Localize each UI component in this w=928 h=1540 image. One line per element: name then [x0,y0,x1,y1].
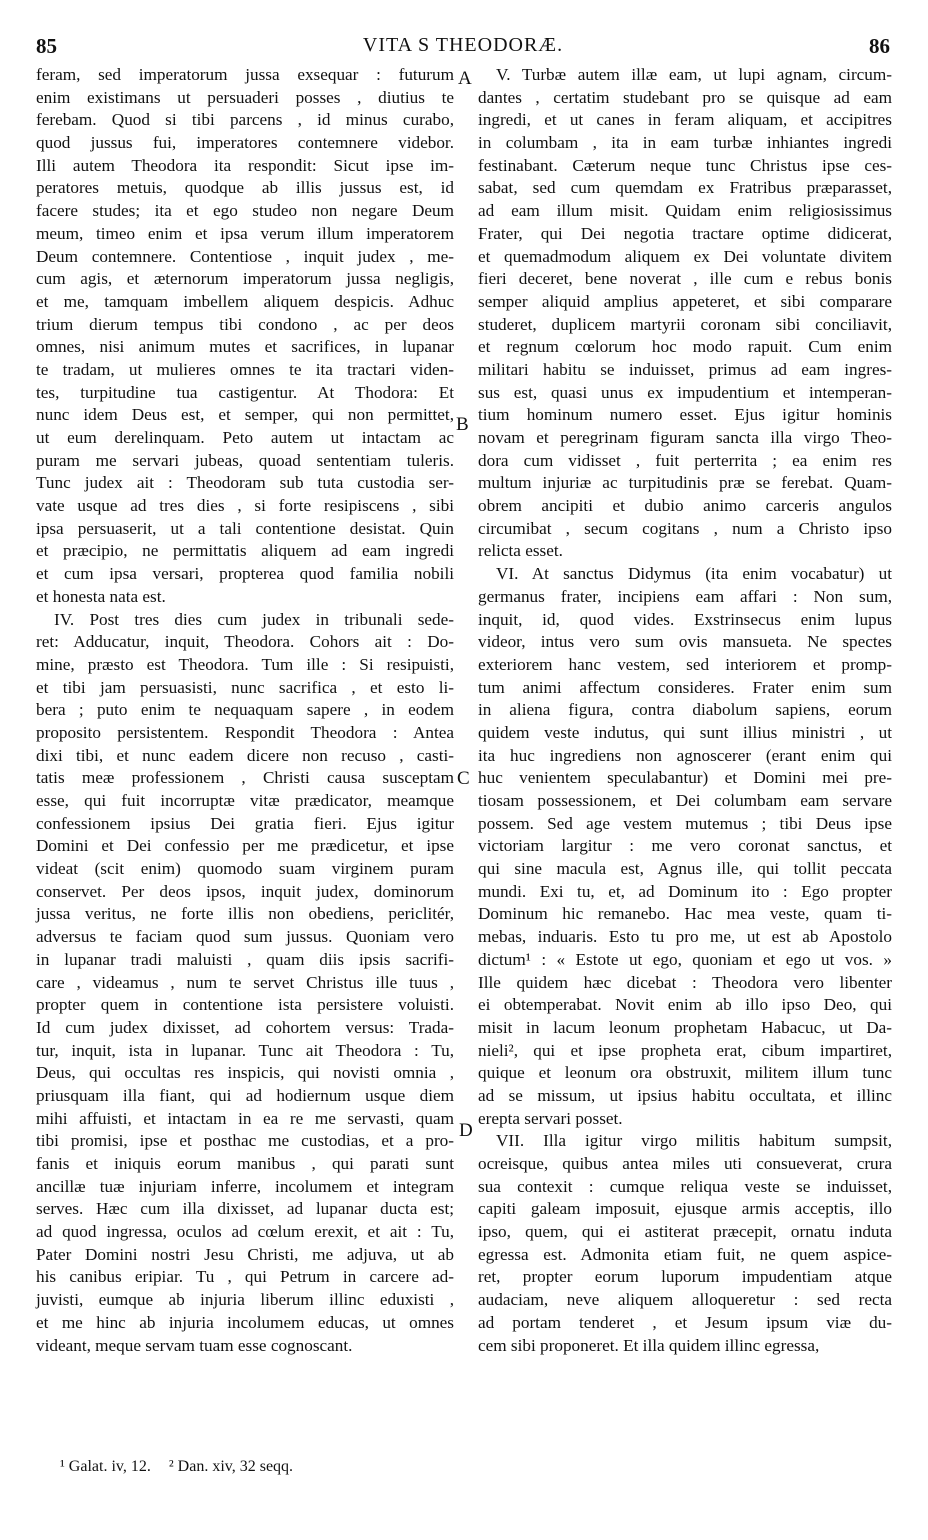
running-head [36,34,890,64]
text-line: videat (scit enim) quomodo suam virginem puram [36,859,454,879]
text-line: audaciam, neve aliquem alloqueretur : sed recta [478,1290,892,1310]
text-line: sabat, sed cum quemdam ex Fratribus præparasset, [478,178,892,198]
text-line: jussa veritus, ne forte illis non obediens, periclitér, [36,904,454,924]
text-line: exteriorem hanc vestem, sed interiorem et promp- [478,654,892,674]
text-line: Id cum judex dixisset, ad cohortem versus: Trada- [36,1017,454,1037]
text-line: et præcipio, ne permittatis aliquem ad eam ingredi [36,541,454,561]
text-line: ad portam tenderet , et Jesum ipsum viæ du- [478,1312,892,1332]
text-line: care , videamus , num te servet Christus ille tuus , [36,972,454,992]
text-line: egressa est. Admonita etiam fuit, ne quem aspice- [478,1244,892,1264]
text-line: Pater Domini nostri Jesu Christi, me adjuva, ut ab [36,1244,454,1264]
text-line: mihi affuisti, et intactam in ea re me servasti, quam [36,1108,454,1128]
footnotes [60,1458,307,1476]
text-line: ad quod ingressa, oculos ad cœlum erexit, et ait : Tu, [36,1222,454,1242]
footnote-1: ¹ Galat. iv, 12. [60,1458,151,1475]
text-line: inquit, id, quod vides. Exstrinsecus enim lupus [478,609,892,629]
page-title: VITA S THEODORÆ. [362,34,564,56]
text-line: VI. At sanctus Didymus (ita enim vocabatur) ut [496,564,892,584]
text-line: festinabant. Cæterum neque tunc Christus ipse ces- [478,155,892,175]
text-line: Illi autem Theodora ita respondit: Sicut ipse im- [36,155,454,175]
text-line: possem. Sed age vestem mutemus ; tibi Deus ipse [478,813,892,833]
text-line: puram me servari jubeas, quoad sententiam tuleris. [36,450,454,470]
text-line: et regnum cœlorum hoc modo rapuit. Cum enim [478,337,892,357]
text-line: proposito persistentem. Respondit Theodora : Antea [36,722,454,742]
text-line: erepta servari posset. [478,1108,623,1128]
text-line: misit in lacum leonum prophetam Habacuc, ut Da- [478,1017,892,1037]
text-line: circumibat , secum cogitans , num a Christo ipso [478,518,892,538]
text-line: adversus te faciam quod sum jussus. Quoniam vero [36,927,454,947]
text-line: ei obtemperabat. Novit enim ab illo ipso Deo, qui [478,995,892,1015]
text-line: meum, timeo enim et ipsa verum illum imperatorem [36,223,454,243]
text-line: tium hominum numero esset. Ejus igitur hominis [478,405,892,425]
text-line: videor, intus vero sum ovis mansueta. Ne spectes [478,632,892,652]
text-line: mundi. Exi tu, et, ad Dominum ito : Ego propter [478,881,892,901]
text-line: germanus frater, incipiens eam affari : Non sum, [478,586,892,606]
text-line: cum agis, et æternorum imperatorum jussa negligis, [36,269,454,289]
margin-letter-b: B [456,414,469,435]
text-line: videant, meque servam tuam esse cognoscant. [36,1335,353,1355]
text-line: sua contexit : cumque reliqua veste se induisset, [478,1176,892,1196]
text-line: ingredi, et ut canes in feram aliquam, et accipitres [478,110,892,130]
text-line: ret: Adducatur, inquit, Theodora. Cohors ait : Do- [36,632,454,652]
text-line: omnes, nisi animum mutes et sacrifices, in lupanar [36,337,454,357]
text-line: ad eam illum misit. Quidam enim religiosissimus [478,201,892,221]
text-line: ad se missum, ut ipsius habitu occultata, et illinc [478,1085,892,1105]
text-line: et honesta nata est. [36,586,166,606]
text-line: sus est, quasi unus ex impudentium et intemperan- [478,382,892,402]
text-line: et tibi jam persuasisti, nunc sacrifica , et esto li- [36,677,454,697]
text-line: huc venientem speculabantur) et Domini mei pre- [478,768,892,788]
text-line: serves. Hæc cum illa dixisset, ad lupanar ducta est; [36,1199,454,1219]
text-line: studeret, duplicem martyrii coronam sibi conciliavit, [478,314,892,334]
text-line: quod jussus fui, imperatores contemnere videbor. [36,133,454,153]
text-line: juvisti, eumque ab injuria liberum illinc eduxisti , [36,1290,454,1310]
text-line: fanis et iniquis eorum manibus , qui parati sunt [36,1154,454,1173]
text-line: Tunc judex ait : Theodoram sub tuta custodia ser- [36,473,454,493]
page-number-right: 86 [869,34,890,58]
text-line: militari habitu se induisset, primus ad eam ingres- [478,359,892,379]
text-line: Frater, qui Dei negotia tractare optime didicerat, [478,223,892,243]
text-line: confessionem ipsius Dei gratia fieri. Ejus igitur [36,813,454,833]
text-line: vate usque ad tres dies , si forte resipiscens , sibi [36,496,454,516]
text-line: novam et peregrinam figuram sancta illa virgo Theo- [478,428,892,447]
text-line: ut eum derelinquam. Peto autem ut intactam ac [36,428,454,447]
text-line: Deum contemnere. Contentiose , inquit judex , me- [36,246,454,266]
text-line: tes, turpitudine tua castigentur. At Thodora: Et [36,382,454,402]
text-line: relicta esset. [478,541,563,561]
text-line: dictum¹ : « Estote ut ego, quoniam et ego ut vos. » [478,949,892,969]
footnote-2: ² Dan. xiv, 32 seqq. [168,1458,294,1475]
margin-letter-c: C [457,768,470,789]
text-line: ocreisque, quibus antea miles uti consueverat, crura [478,1154,892,1173]
margin-letter-a: A [458,68,472,89]
text-line: multum injuriæ ac turpitudinis præ se ferebat. Quam- [478,473,892,493]
text-line: ipso, quem, qui ei astiterat præcepit, ornatu induta [478,1222,892,1242]
text-line: ancillæ tuæ injuriam inferre, incolumem et integram [36,1176,454,1196]
text-line: Dominum hic remanebo. Hac mea veste, quam ti- [478,904,892,924]
text-line: peratores metuis, quodque ab illis jussus est, id [36,178,454,198]
text-line: capiti galeam imposuit, ejusque armis acceptis, illo [478,1199,892,1219]
page-number-left: 85 [36,34,57,58]
text-line: feram, sed imperatorum jussa exsequar : futurum [36,65,454,84]
text-line: Domini et Dei confessio per me prædicetur, et ipse [36,836,454,856]
text-line: qui sine macula est, Agnus ille, qui tollit peccata [478,859,892,879]
text-line: his canibus eripiar. Tu , qui Petrum in carcere ad- [36,1267,454,1287]
text-line: priusquam illa fiant, qui ad hodiernum usque diem [36,1085,454,1105]
text-line: in columbam , ita in eam turbæ inhiantes ingredi [478,133,892,153]
text-line: Ille quidem hæc dicebat : Theodora vero libenter [478,972,892,992]
text-line: semper aliquid amplius appeteret, et sibi comparare [478,291,892,311]
text-line: nunc idem Deus est, et semper, qui non permittet, [36,405,454,425]
text-line: quique et leonum ora obstruxit, militem illum tunc [478,1063,892,1083]
text-line: quidem veste indutus, qui sunt illius ministri , ut [478,722,892,742]
text-line: et me, tamquam imbellem aliquem despicis. Adhuc [36,291,454,311]
text-line: propter quem in contentione ista persistere voluisti. [36,995,454,1015]
text-line: conservet. Per deos ipsos, inquit judex, dominorum [36,881,454,901]
text-line: tur, inquit, ista in lupanar. Tunc ait Theodora : Tu, [36,1040,454,1060]
text-line: mebas, induaris. Esto tu pro me, ut est ab Apostolo [478,927,892,947]
right-column [478,64,892,1357]
text-line: dixi tibi, et nunc eadem dicere non recuso , casti- [36,745,454,765]
text-line: IV. Post tres dies cum judex in tribunali sede- [54,609,454,629]
text-line: et cum ipsa versari, propterea quod familia nobili [36,564,454,584]
text-line: trium dierum tempus tibi condono , ac per deos [36,314,454,334]
text-line: et quemadmodum aliquem ex Dei voluntate divitem [478,246,892,266]
text-line: VII. Illa igitur virgo militis habitum sumpsit, [496,1131,892,1151]
text-line: Deus, qui occultas res inspicis, qui novisti omnia , [36,1063,454,1083]
text-line: victoriam largitur : me vero coronat sanctus, et [478,836,892,856]
text-line: facere studes; ita et ego studeo non negare Deum [36,201,454,221]
text-line: tum animi affectum consideres. Frater enim sum [478,677,892,697]
text-line: tiosam possessionem, et Dei columbam eam servare [478,791,892,810]
text-line: obrem ancipiti et dubio animo carceris angulos [478,496,892,516]
text-line: in lupanar tradi maluisti , quam diis ipsis sacrifi- [36,949,454,969]
text-line: ita huc ingrediens non agnoscerer (erant enim qui [478,745,892,765]
text-line: enim existimans ut persuaderi posses , diutius te [36,87,454,107]
text-line: tibi promisi, ipse et posthac me custodias, et a pro- [36,1131,454,1151]
text-line: ipsa persuaserit, ut a tali contentione desistat. Quin [36,518,454,538]
text-line: fieri deceret, bene noverat , ille cum e rebus bonis [478,269,892,289]
text-line: esse, qui fuit incorruptæ vitæ prædicator, meamque [36,791,454,810]
text-line: et me hinc ab injuria incolumem educas, ut omnes [36,1312,454,1332]
text-line: ret, propter eorum luporum impudentiam atque [478,1267,892,1287]
text-line: cem sibi proponeret. Et illa quidem illinc egressa, [478,1335,820,1355]
text-line: mine, præsto est Theodora. Tum ille : Si resipuisti, [36,654,454,674]
text-line: nieli², qui et ipse propheta erat, cibum impartiret, [478,1040,892,1060]
text-line: tatis meæ professionem , Christi causa susceptam [36,768,454,788]
text-line: in aliena figura, contra diabolum sapiens, eorum [478,700,892,720]
text-line: dantes , certatim studebant pro se quisque ad eam [478,87,892,107]
margin-letter-d: D [459,1120,473,1141]
left-column [36,64,454,1357]
text-line: V. Turbæ autem illæ eam, ut lupi agnam, circum- [496,65,892,84]
text-line: te tradam, ut mulieres omnes te ita tractari viden- [36,359,454,379]
text-line: bera ; puto enim te nequaquam sapere , in eodem [36,700,454,720]
text-line: dora cum vidisset , fuit perterrita ; ea enim res [478,450,892,470]
text-line: ferebam. Quod si tibi parcens , id minus curabo, [36,110,454,130]
